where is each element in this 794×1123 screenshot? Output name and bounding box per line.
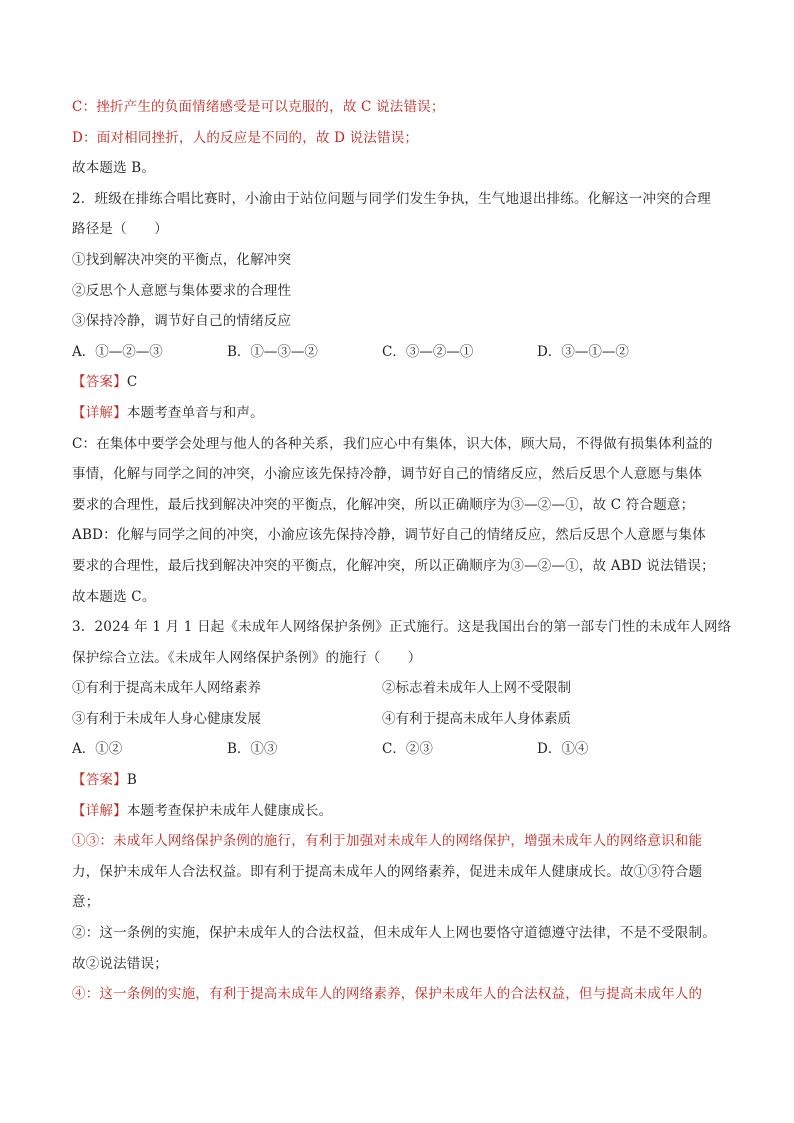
section-tag: 【详解】 (72, 802, 127, 819)
prev-conclusion: 故本题选 B。 (72, 160, 156, 177)
q3-item-3: ③有利于未成年人身心健康发展 (72, 710, 261, 727)
prev-explanation-d: D：面对相同挫折，人的反应是不同的，故 D 说法错误； (72, 129, 419, 146)
q2-item-3: ③保持冷静，调节好自己的情绪反应 (72, 313, 292, 330)
q3-detail (72, 802, 732, 820)
q3-option-d: D．①④ (537, 741, 589, 758)
q2-option-c: C．③—②—① (382, 343, 474, 360)
section-tag: 【答案】 (72, 374, 127, 391)
q2-item-1: ①找到解决冲突的平衡点，化解冲突 (72, 251, 292, 268)
q3-explanation-4-1: ④：这一条例的实施，有利于提高未成年人的网络素养，保护未成年人的合法权益，但与提高未成年人的 (72, 986, 703, 1003)
q3-option-a: A．①② (72, 741, 123, 758)
section-tag: 【详解】 (72, 404, 127, 421)
q2-stem-line-1: 2．班级在排练合唱比赛时，小渝由于站位问题与同学们发生争执，生气地退出排练。化解这一冲突的合理 (72, 190, 711, 207)
q2-explanation-c-3: 要求的合理性，最后找到解决冲突的平衡点，化解冲突，所以正确顺序为③—②—①，故 C 符合题意； (72, 496, 695, 513)
document-page (72, 98, 732, 1016)
q2-explanation-abd-1: ABD：化解与同学之间的冲突，小渝应该先保持冷静，调节好自己的情绪反应，然后反思个人意愿与集体 (72, 527, 706, 544)
q3-item-2: ②标志着未成年人上网不受限制 (382, 680, 571, 697)
section-tag: 【答案】 (72, 772, 127, 789)
q2-option-b: B．①—③—② (227, 343, 318, 360)
q3-option-c: C．②③ (382, 741, 433, 758)
q3-options (72, 740, 732, 758)
q2-conclusion: 故本题选 C。 (72, 588, 156, 605)
q2-detail (72, 404, 732, 422)
prev-explanation-c: C：挫折产生的负面情绪感受是可以克服的，故 C 说法错误； (72, 99, 445, 115)
q2-option-a: A．①—②—③ (72, 343, 163, 360)
q3-item-4: ④有利于提高未成年人身体素质 (382, 710, 571, 727)
q3-option-b: B．①③ (227, 741, 278, 758)
section-text: 本题考查单音与和声。 (126, 404, 264, 421)
section-text: 本题考查保护未成年人健康成长。 (126, 802, 333, 819)
q3-item-1: ①有利于提高未成年人网络素养 (72, 680, 261, 697)
q2-options (72, 343, 732, 361)
q2-option-d: D．③—①—② (537, 343, 629, 360)
section-text: C (126, 374, 138, 391)
q2-explanation-c-2: 事情，化解与同学之间的冲突，小渝应该先保持冷静，调节好自己的情绪反应，然后反思个人意愿与集体 (72, 466, 703, 483)
q3-explanation-13-1: ①③：未成年人网络保护条例的施行，有利于加强对未成年人的网络保护，增强未成年人的网络意识和能 (72, 833, 703, 850)
q3-explanation-13-3: 意； (72, 894, 100, 911)
q2-explanation-abd-2: 要求的合理性，最后找到解决冲突的平衡点，化解冲突，所以正确顺序为③—②—①，故 ABD 说法错误； (72, 557, 715, 574)
q2-answer (72, 373, 732, 391)
q3-explanation-2-1: ②：这一条例的实施，保护未成年人的合法权益，但未成年人上网也要恪守道德遵守法律，不是不受限制。 (72, 925, 716, 942)
q2-stem-line-2: 路径是（ ） (72, 221, 168, 238)
q3-explanation-13-2: 力，保护未成年人合法权益。即有利于提高未成年人的网络素养，促进未成年人健康成长。故①③符合题 (72, 863, 703, 880)
q2-item-2: ②反思个人意愿与集体要求的合理性 (72, 282, 292, 299)
q3-explanation-2-2: 故②说法错误； (72, 955, 168, 972)
q3-items-row-2 (72, 710, 732, 728)
q2-explanation-c-1: C：在集体中要学会处理与他人的各种关系，我们应心中有集体，识大体，顾大局，不得做有损集体利益的 (72, 435, 713, 452)
q3-stem-line-2: 保护综合立法。《未成年人网络保护条例》的施行（ ） (72, 649, 422, 666)
q3-stem-line-1: 3．2024 年 1 月 1 日起《未成年人网络保护条例》正式施行。这是我国出台的第一部专门性的未成年人网络 (72, 619, 732, 636)
q3-items-row-1 (72, 679, 732, 697)
section-text: B (126, 772, 137, 789)
q3-answer (72, 771, 732, 789)
